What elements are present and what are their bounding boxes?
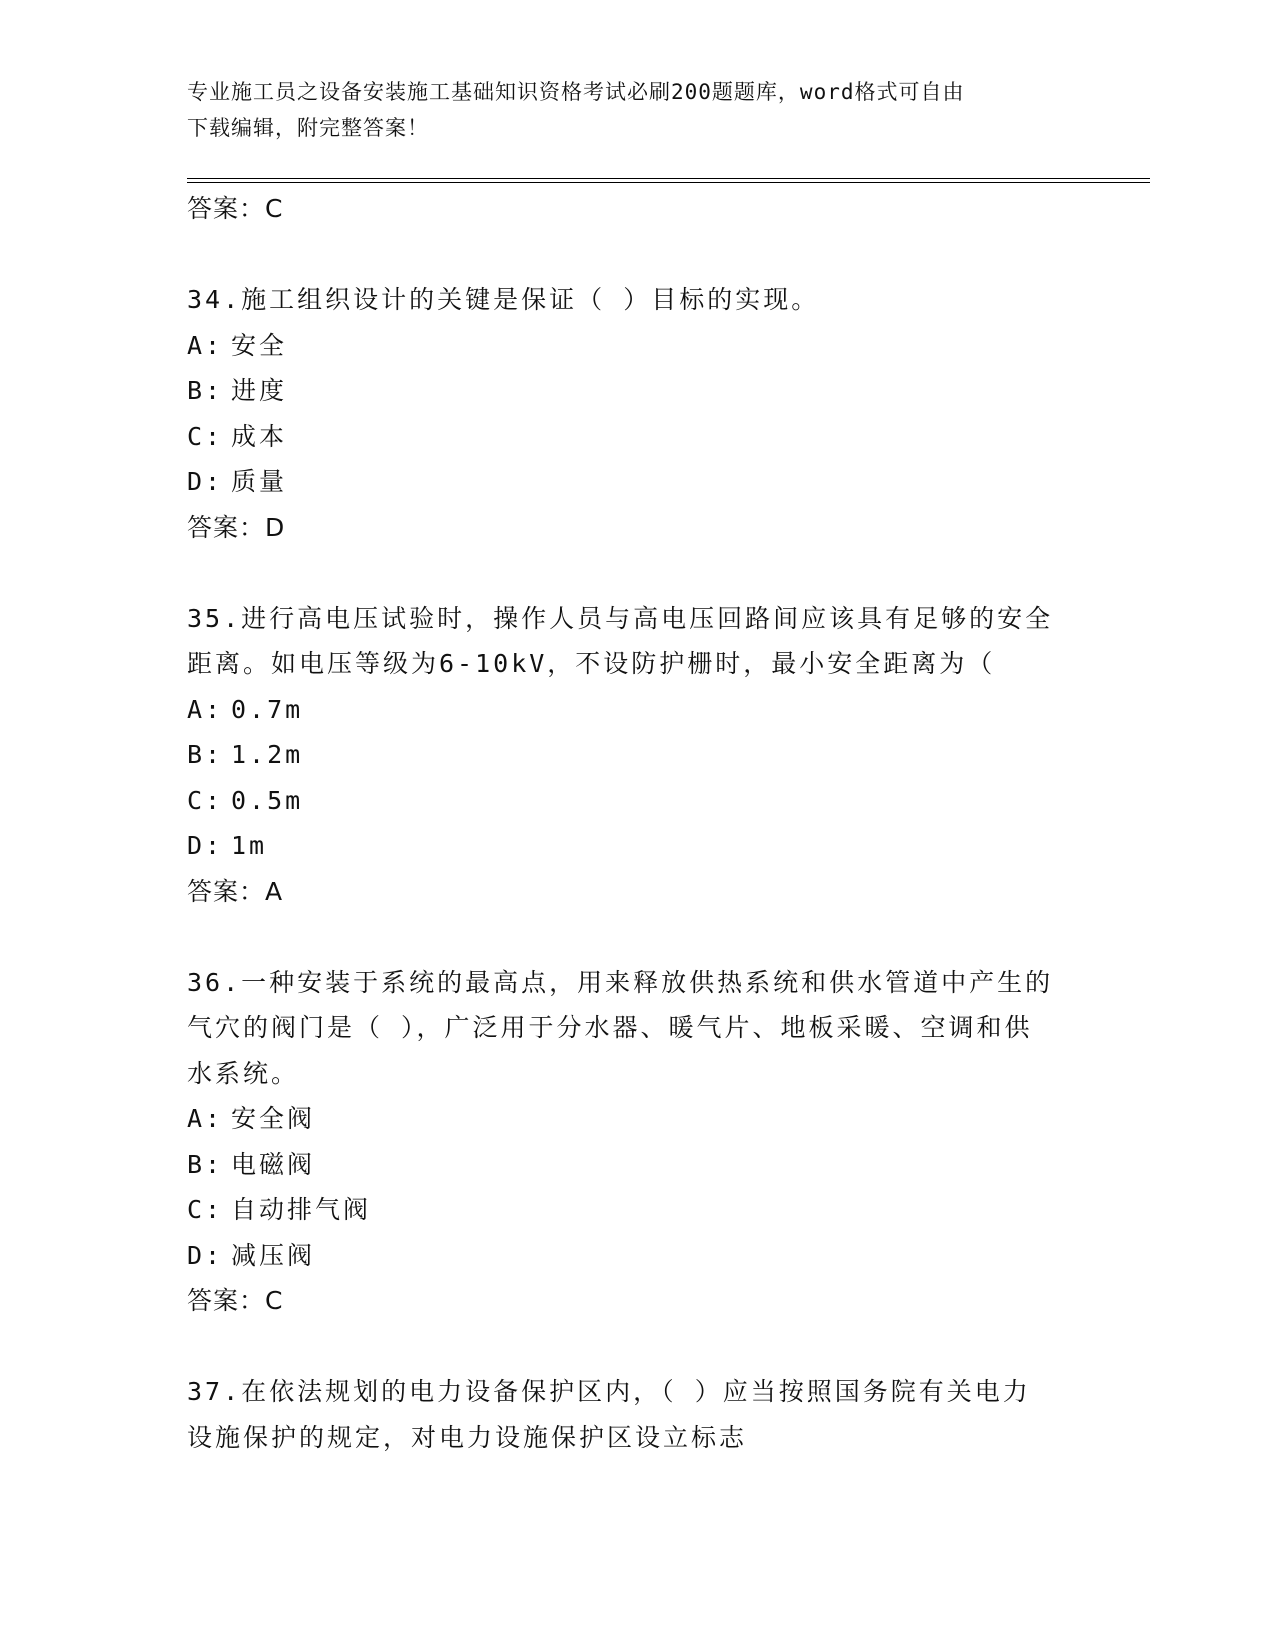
previous-answer: 答案：C xyxy=(187,194,284,223)
answer: 答案：D xyxy=(187,512,286,542)
option-text: 安全阀 xyxy=(231,1104,316,1133)
option-text: 进度 xyxy=(231,376,288,405)
option-d xyxy=(187,1233,1087,1279)
option-c xyxy=(187,1187,1087,1233)
option-b xyxy=(187,1142,1087,1188)
question-text: 水系统。 xyxy=(187,1058,300,1088)
option-key: B: xyxy=(187,376,224,405)
option-text: 安全 xyxy=(231,330,288,360)
question-text: 36.一种安装于系统的最高点，用来释放供热系统和供水管道中产生的 xyxy=(187,967,1054,997)
option-key: C: xyxy=(187,1195,224,1224)
option-text: 0.7m xyxy=(231,694,304,724)
option-c xyxy=(187,414,1087,460)
question-text: 设施保护的规定，对电力设施保护区设立标志 xyxy=(187,1422,748,1452)
option-text: 1.2m xyxy=(231,740,304,769)
option-text: 成本 xyxy=(231,421,288,451)
question-36 xyxy=(187,960,1087,1324)
option-key: D: xyxy=(187,1240,224,1270)
question-34 xyxy=(187,277,1087,550)
answer: 答案：C xyxy=(187,1286,284,1315)
option-key: B: xyxy=(187,1149,224,1179)
option-key: C: xyxy=(187,421,224,451)
option-text: 质量 xyxy=(231,467,288,496)
question-text: 34.施工组织设计的关键是保证（ ）目标的实现。 xyxy=(187,285,820,314)
question-35 xyxy=(187,596,1087,914)
spacer xyxy=(187,550,1087,596)
option-text: 0.5m xyxy=(231,785,304,815)
spacer xyxy=(187,231,1087,277)
option-b xyxy=(187,732,1087,778)
option-text: 电磁阀 xyxy=(231,1149,316,1179)
header-line-2: 下载编辑，附完整答案！ xyxy=(187,116,429,140)
option-d xyxy=(187,459,1087,505)
option-c xyxy=(187,778,1087,824)
option-text: 自动排气阀 xyxy=(231,1195,372,1224)
header-rule-top xyxy=(187,178,1150,179)
option-key: C: xyxy=(187,785,224,815)
question-list xyxy=(187,186,1087,1460)
option-d xyxy=(187,823,1087,869)
option-key: A: xyxy=(187,330,224,360)
spacer xyxy=(187,914,1087,960)
answer: 答案：A xyxy=(187,876,284,906)
option-a xyxy=(187,687,1087,733)
document-header xyxy=(187,74,1067,146)
option-key: D: xyxy=(187,467,224,496)
header-rule-bottom xyxy=(187,182,1150,183)
option-key: A: xyxy=(187,694,224,724)
option-text: 1m xyxy=(231,831,268,860)
option-key: A: xyxy=(187,1104,224,1133)
spacer xyxy=(187,1323,1087,1369)
question-text: 37.在依法规划的电力设备保护区内，（ ）应当按照国务院有关电力 xyxy=(187,1377,1031,1406)
question-text: 距离。如电压等级为6-10kV，不设防护栅时，最小安全距离为（ xyxy=(187,649,996,678)
question-text: 35.进行高电压试验时，操作人员与高电压回路间应该具有足够的安全 xyxy=(187,603,1054,633)
header-line-1: 专业施工员之设备安装施工基础知识资格考试必刷200题题库，word格式可自由 xyxy=(187,80,965,104)
option-b xyxy=(187,368,1087,414)
question-37 xyxy=(187,1369,1087,1460)
question-text: 气穴的阀门是（ ），广泛用于分水器、暖气片、地板采暖、空调和供 xyxy=(187,1013,1033,1042)
option-a xyxy=(187,1096,1087,1142)
option-text: 减压阀 xyxy=(231,1240,316,1270)
option-key: B: xyxy=(187,740,224,769)
option-key: D: xyxy=(187,831,224,860)
option-a xyxy=(187,323,1087,369)
